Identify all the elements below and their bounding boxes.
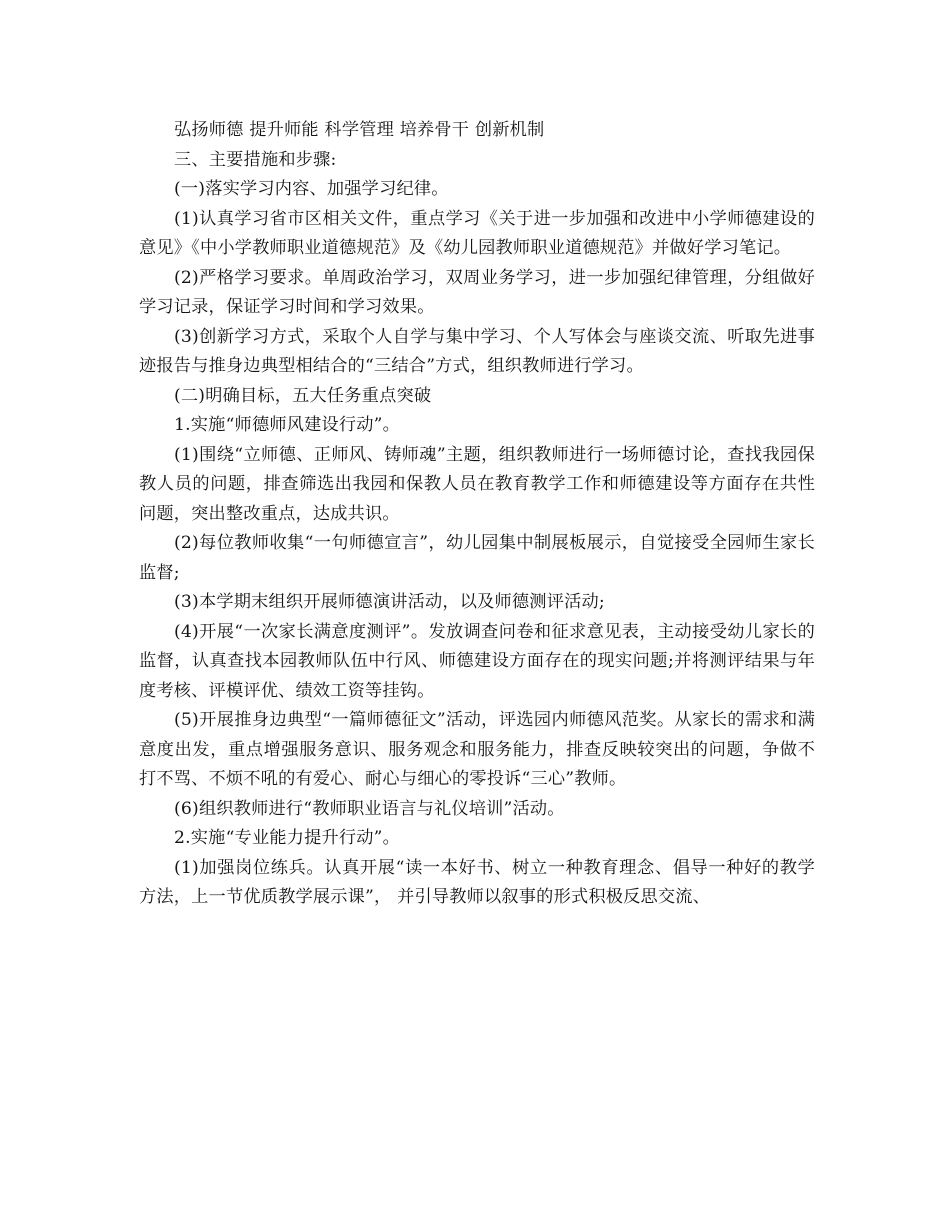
paragraph: (3)本学期末组织开展师德演讲活动，以及师德测评活动; — [174, 592, 605, 612]
subsection-heading-1: (一)落实学习内容、加强学习纪律。 — [174, 179, 449, 199]
paragraph-motto: 弘扬师德 提升师能 科学管理 培养骨干 创新机制 — [174, 120, 545, 140]
paragraph: (2)每位教师收集“一句师德宣言”，幼儿园集中制展板展示，自觉接受全园师生家长监督; — [139, 533, 815, 583]
paragraph: (2)严格学习要求。单周政治学习，双周业务学习，进一步加强纪律管理，分组做好学习记录，保证学习时间和学习效果。 — [139, 267, 815, 317]
section-heading-3: 三、主要措施和步骤: — [174, 149, 337, 170]
paragraph: (1)认真学习省市区相关文件，重点学习《关于进一步加强和改进中小学师德建设的意见》《中小学教师职业道德规范》及《幼儿园教师职业道德规范》并做好学习笔记。 — [139, 208, 815, 258]
document-body — [139, 116, 815, 913]
item-heading-1: 1.实施“师德师风建设行动”。 — [174, 415, 401, 435]
paragraph: (6)组织教师进行“教师职业语言与礼仪培训”活动。 — [174, 798, 565, 819]
paragraph: (5)开展推身边典型“一篇师德征文”活动，评选园内师德风范奖。从家长的需求和满意度出发，重点增强服务意识、服务观念和服务能力，排查反映较突出的问题，争做不打不骂、不烦不吼的有爱心、耐心与细心的零投诉“三心”教师。 — [139, 710, 815, 789]
paragraph: (4)开展“一次家长满意度测评”。发放调查问卷和征求意见表，主动接受幼儿家长的监督，认真查找本园教师队伍中行风、师德建设方面存在的现实问题;并将测评结果与年度考核、评模评优、绩效工资等挂钩。 — [139, 621, 815, 701]
paragraph: (1)加强岗位练兵。认真开展“读一本好书、树立一种教育理念、倡导一种好的教学方法，上一节优质教学展示课”， 并引导教师以叙事的形式积极反思交流、 — [139, 857, 815, 907]
paragraph: (1)围绕“立师德、正师风、铸师魂”主题，组织教师进行一场师德讨论，查找我园保教人员的问题，排查筛选出我园和保教人员在教育教学工作和师德建设等方面存在共性问题，突出整改重点，达成共识。 — [139, 444, 815, 524]
paragraph: (3)创新学习方式，采取个人自学与集中学习、个人写体会与座谈交流、听取先进事迹报告与推身边典型相结合的“三结合”方式，组织教师进行学习。 — [139, 326, 815, 376]
subsection-heading-2: (二)明确目标，五大任务重点突破 — [174, 385, 432, 406]
item-heading-2: 2.实施“专业能力提升行动”。 — [174, 828, 401, 848]
